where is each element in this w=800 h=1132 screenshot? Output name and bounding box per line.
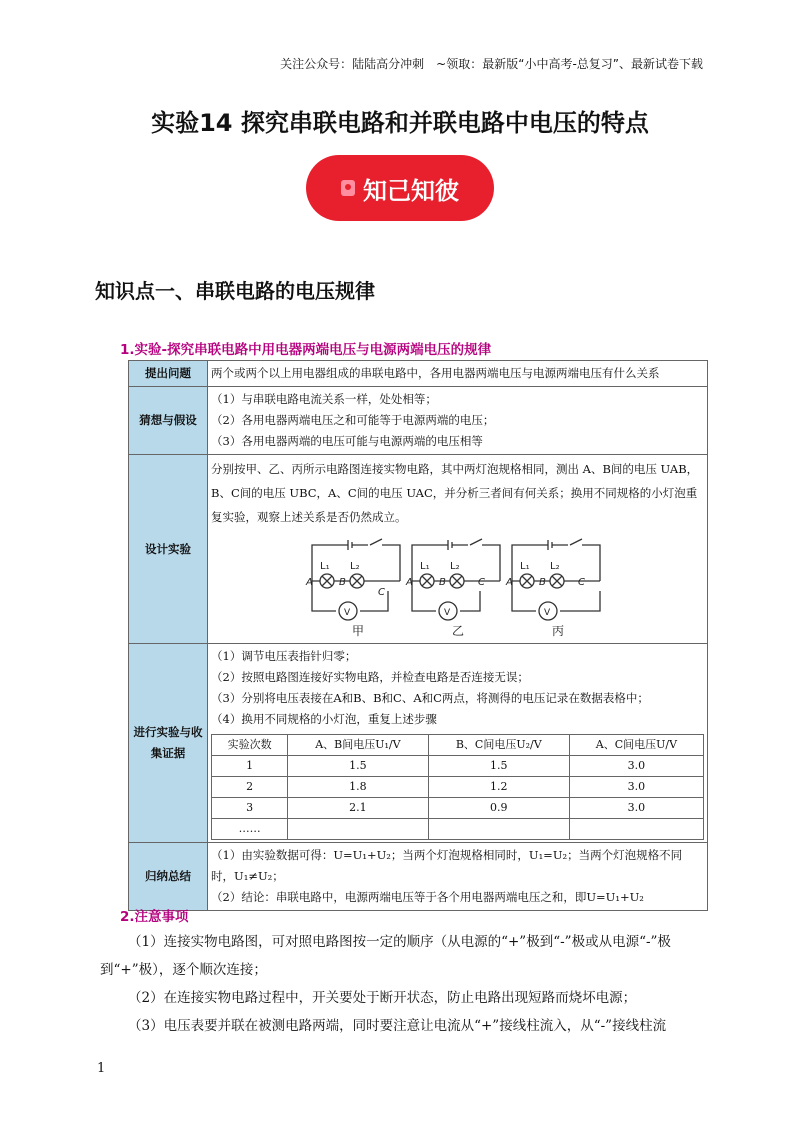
table-row: [129, 843, 708, 911]
data-cell: 1.8: [288, 777, 428, 798]
row-label: 进行实验与收集证据: [129, 644, 208, 843]
content-line: （2）结论：串联电路中，电源两端电压等于各个用电器两端电压之和，即U=U₁+U₂: [211, 890, 644, 904]
data-cell: ……: [212, 819, 288, 840]
content-line: 分别按甲、乙、丙所示电路图连接实物电路，其中两灯泡规格相同，测出 A、B间的电压 UAB，B、C间的电压 UBC，A、C间的电压 UAC，并分析三者间有何关系；换用不同规格的小灯泡重复实验，观察上述关系是否仍然成立。: [211, 462, 699, 524]
lamp-label: L₂: [449, 561, 460, 572]
experiment-table: [128, 360, 708, 911]
note-item: （3）电压表要并联在被测电路两端，同时要注意让电流从“+”接线柱流入，从“-”接线柱流: [128, 1018, 667, 1034]
row-content: [208, 843, 708, 911]
note-item: （2）在连接实物电路过程中，开关要处于断开状态，防止电路出现短路而烧坏电源；: [128, 990, 637, 1006]
column-header: A、C间电压U/V: [569, 735, 703, 756]
content-line: （2）按照电路图连接好实物电路，并检查电路是否连接无误；: [211, 670, 529, 684]
data-cell: 3.0: [569, 756, 703, 777]
data-row: [212, 798, 704, 819]
data-cell: [569, 819, 703, 840]
circuit-label: 甲: [351, 624, 364, 638]
point-label: C: [377, 587, 385, 598]
lamp-label: L₁: [319, 561, 330, 572]
content-line: （3）分别将电压表接在A和B、B和C、A和C两点，将测得的电压记录在数据表格中；: [211, 691, 649, 705]
content-line: （1）由实验数据可得：U=U₁+U₂；当两个灯泡规格相同时，U₁=U₂；当两个灯泡规格不同时，U₁≠U₂；: [211, 848, 683, 883]
voltmeter-label: V: [443, 608, 450, 618]
row-content: [208, 455, 708, 644]
content-line: 两个或两个以上用电器组成的串联电路中，各用电器两端电压与电源两端电压有什么关系: [211, 366, 660, 380]
page-title: 实验14 探究串联电路和并联电路中电压的特点: [151, 109, 649, 137]
data-cell: 1.5: [288, 756, 428, 777]
data-cell: 1.2: [428, 777, 569, 798]
lamp-label: L₁: [419, 561, 430, 572]
lamp-label: L₂: [549, 561, 560, 572]
content-line: （1）与串联电路电流关系一样，处处相等；: [211, 392, 437, 406]
data-cell: 1: [212, 756, 288, 777]
row-content: [208, 387, 708, 455]
table-row: [129, 387, 708, 455]
voltmeter-label: V: [343, 608, 350, 618]
table-row: [129, 455, 708, 644]
header-note: 关注公众号：陆陆高分冲刺 ~领取：最新版“小中高考-总复习”、最新试卷下载: [280, 57, 703, 71]
data-row: [212, 777, 704, 798]
point-label: C: [477, 577, 485, 588]
row-label: 设计实验: [129, 455, 208, 644]
data-cell: 1.5: [428, 756, 569, 777]
point-label: A: [305, 577, 313, 588]
content-line: （3）各用电器两端的电压可能与电源两端的电压相等: [211, 434, 483, 448]
row-content: [208, 644, 708, 843]
page-number: 1: [97, 1061, 106, 1076]
column-header: A、B间电压U₁/V: [288, 735, 428, 756]
notes-list: [100, 928, 705, 1040]
row-content: [208, 361, 708, 387]
badge: [306, 155, 494, 221]
data-cell: 3.0: [569, 798, 703, 819]
point-label: B: [338, 577, 346, 588]
subsection-heading-1: 1.实验-探究串联电路中用电器两端电压与电源两端电压的规律: [120, 342, 492, 358]
data-table: [211, 734, 704, 840]
column-header: B、C间电压U₂/V: [428, 735, 569, 756]
data-row: [212, 756, 704, 777]
table-row: [129, 361, 708, 387]
point-label: B: [538, 577, 546, 588]
voltmeter-label: V: [543, 608, 550, 618]
point-label: C: [577, 577, 585, 588]
column-header: 实验次数: [212, 735, 288, 756]
point-label: A: [505, 577, 513, 588]
subsection-heading-2: 2.注意事项: [120, 909, 189, 925]
note-item: （1）连接实物电路图，可对照电路图按一定的顺序（从电源的“+”极到“-”极或从电源“-”极到“+”极），逐个顺次连接；: [100, 934, 671, 978]
point-label: A: [405, 577, 413, 588]
data-cell: 3: [212, 798, 288, 819]
data-cell: 0.9: [428, 798, 569, 819]
lamp-label: L₂: [349, 561, 360, 572]
lamp-label: L₁: [519, 561, 530, 572]
circuit-label: 丙: [551, 624, 564, 638]
content-line: （2）各用电器两端电压之和可能等于电源两端的电压；: [211, 413, 495, 427]
row-label: 提出问题: [129, 361, 208, 387]
data-cell: 3.0: [569, 777, 703, 798]
circuit-diagrams: [305, 537, 608, 639]
section-heading: 知识点一、串联电路的电压规律: [95, 279, 375, 303]
circuit-label: 乙: [451, 624, 464, 638]
data-cell: [288, 819, 428, 840]
data-row: [212, 819, 704, 840]
bookmark-icon: [341, 180, 355, 196]
row-label: 归纳总结: [129, 843, 208, 911]
badge-label: 知己知彼: [363, 176, 459, 205]
point-label: B: [438, 577, 446, 588]
data-cell: [428, 819, 569, 840]
data-cell: 2: [212, 777, 288, 798]
content-line: （1）调节电压表指针归零；: [211, 649, 357, 663]
content-line: （4）换用不同规格的小灯泡，重复上述步骤: [211, 712, 437, 726]
table-row: [129, 644, 708, 843]
data-cell: 2.1: [288, 798, 428, 819]
data-header-row: [212, 735, 704, 756]
row-label: 猜想与假设: [129, 387, 208, 455]
